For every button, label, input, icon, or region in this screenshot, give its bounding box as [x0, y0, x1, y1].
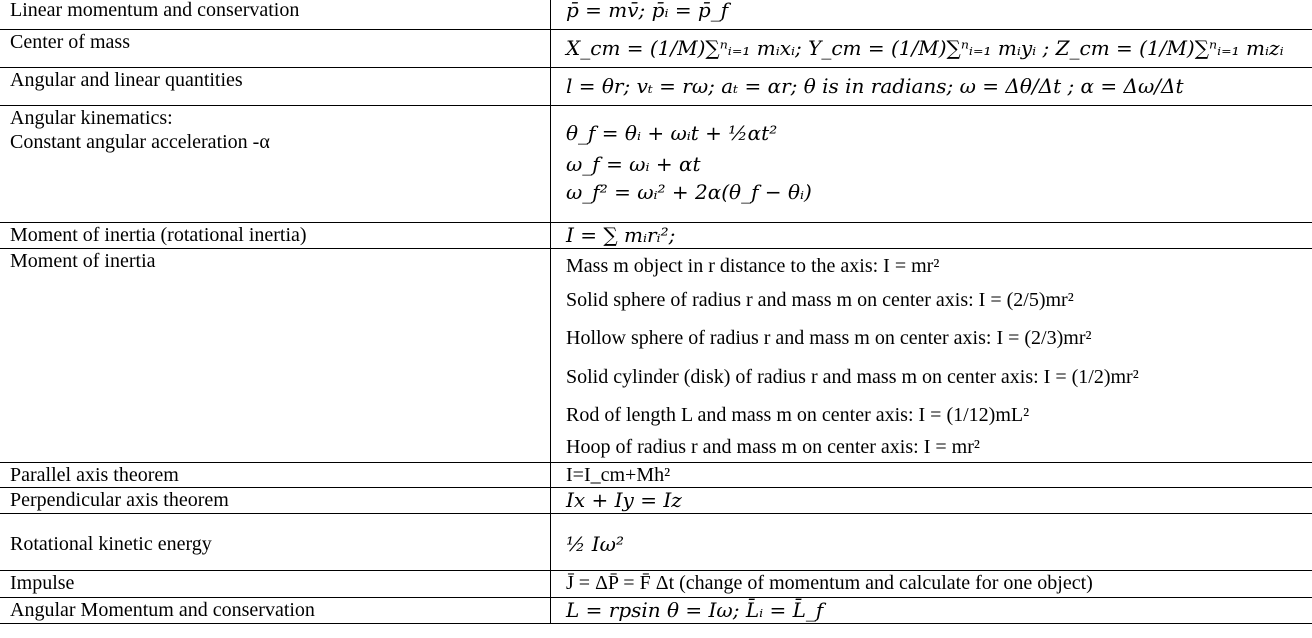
row-formula: I = ∑ mᵢrᵢ²; [551, 222, 1312, 248]
row-label: Angular kinematics: Constant angular acceleration -α [0, 105, 551, 222]
row-formula: Mass m object in r distance to the axis: I = mr² Solid sphere of radius r and mass m on center axis: I = (2/5)mr² Hollow sphere of radius r and mass m on center axis: I = (2/3)mr² Solid cylinder (disk) of radius r and mass m on center axis: I = (1/2)mr² Rod of length L and mass m on center axis: I = (1/12)mL² Hoop of radius r and mass m on center axis: I = mr² [551, 248, 1312, 462]
row-formula: J̄ = ΔP̄ = F̄ Δt (change of momentum and calculate for one object) [551, 570, 1312, 597]
row-formula: p̄ = mv̄; p̄ᵢ = p̄_f [551, 0, 1312, 29]
row-label: Angular Momentum and conservation [0, 597, 551, 623]
row-formula: Ix + Iy = Iz [551, 487, 1312, 513]
table-row [0, 462, 1312, 487]
row-label: Angular and linear quantities [0, 67, 551, 105]
table-row [0, 29, 1312, 67]
table-row [0, 487, 1312, 513]
row-formula: X_cm = (1/M)∑ⁿᵢ₌₁ mᵢxᵢ; Y_cm = (1/M)∑ⁿᵢ₌₁ mᵢyᵢ ; Z_cm = (1/M)∑ⁿᵢ₌₁ mᵢzᵢ [551, 29, 1312, 67]
table-row [0, 0, 1312, 29]
row-label: Center of mass [0, 29, 551, 67]
row-label: Impulse [0, 570, 551, 597]
table-row [0, 597, 1312, 623]
row-formula: l = θr; vₜ = rω; aₜ = αr; θ is in radians; ω = Δθ/Δt ; α = Δω/Δt [551, 67, 1312, 105]
table-row [0, 67, 1312, 105]
row-formula: I=I_cm+Mh² [551, 462, 1312, 487]
row-label: Linear momentum and conservation [0, 0, 551, 29]
table-row [0, 570, 1312, 597]
row-label: Moment of inertia [0, 248, 551, 462]
row-label: Perpendicular axis theorem [0, 487, 551, 513]
row-formula: θ_f = θᵢ + ωᵢt + ½αt² ω_f = ωᵢ + αt ω_f² = ωᵢ² + 2α(θ_f − θᵢ) [551, 105, 1312, 222]
row-formula: L = rpsin θ = Iω; L̄ᵢ = L̄_f [551, 597, 1312, 623]
table-row [0, 513, 1312, 570]
row-formula: ½ Iω² [551, 513, 1312, 570]
table-row [0, 105, 1312, 222]
row-label: Rotational kinetic energy [0, 513, 551, 570]
table-row [0, 222, 1312, 248]
row-label: Moment of inertia (rotational inertia) [0, 222, 551, 248]
table-row [0, 248, 1312, 462]
row-label: Parallel axis theorem [0, 462, 551, 487]
